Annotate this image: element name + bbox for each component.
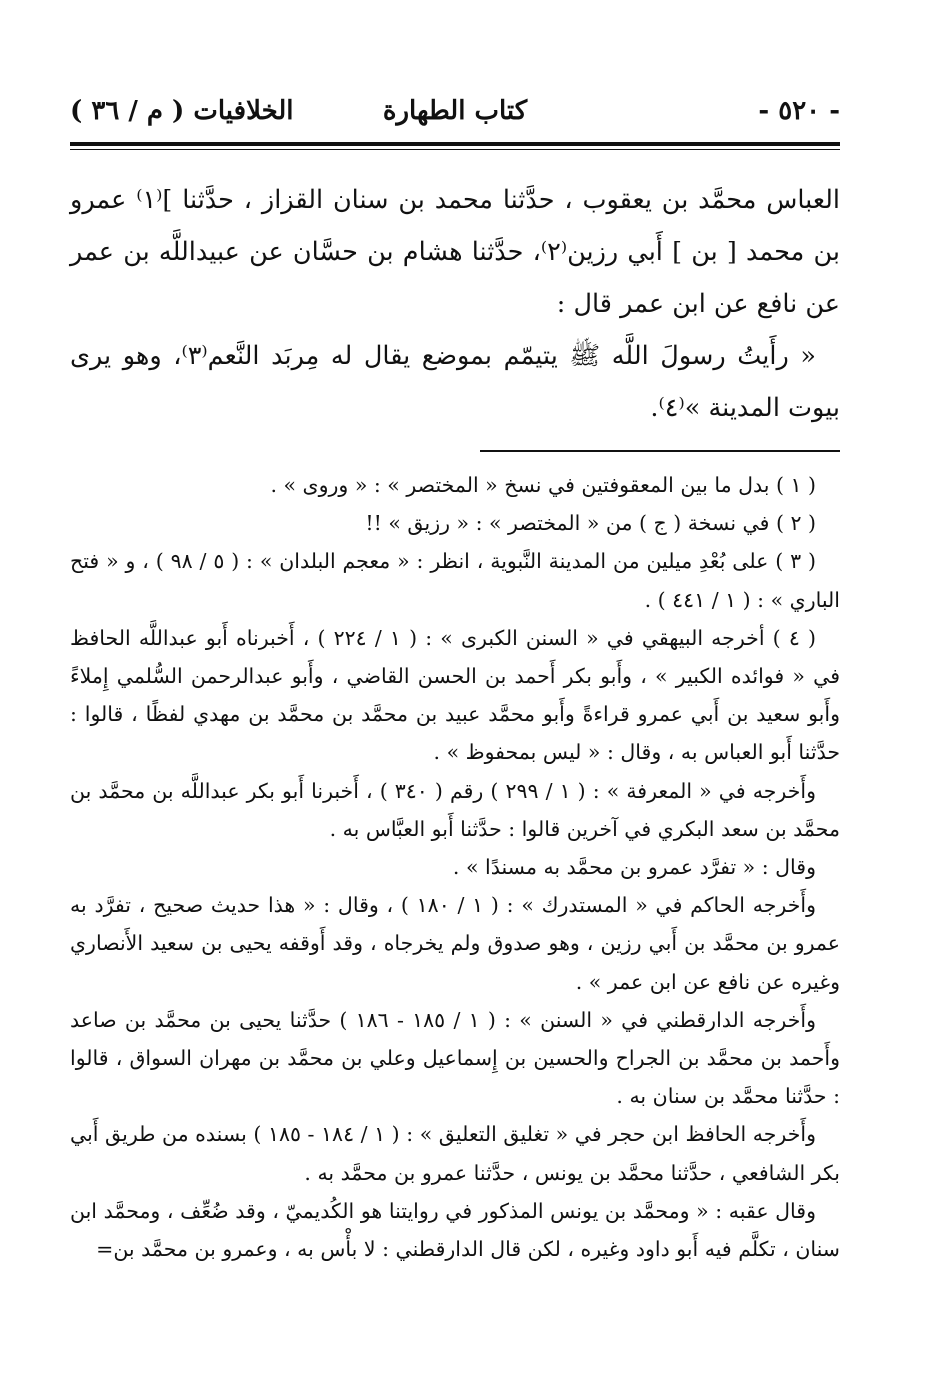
header-rule-thick (70, 142, 840, 146)
footnote: وقال : « تفرَّد عمرو بن محمَّد به مسندًا » . (452, 855, 816, 880)
footnote: ( ١ ) بدل ما بين المعقوفتين في نسخ « المختصر » : « وروى » . (270, 473, 816, 497)
page-number: - ٥٢٠ - (758, 96, 840, 126)
footnote: ( ٣ ) على بُعْدِ ميلين من المدينة النَّبوية ، انظر : « معجم البلدان » : ( ٥ / ٩٨ ) ، و « فتح الباري » : ( ١ / ٤٤١ ) . (70, 549, 840, 612)
footnote: وقال عقبه : « ومحمَّد بن يونس المذكور في روايتنا هو الكُديميّ ، وقد ضُعِّف ، ومحمَّد ابن سنان ، تكلَّم فيه أَبو داود وغيره ، لكن قال الدارقطني : لا بأْس به ، وعمرو بن محمَّد بن= (70, 1198, 840, 1262)
footnote: وأَخرجه الدارقطني في « السنن » : ( ١ / ١٨٥ - ١٨٦ ) حدَّثنا يحيى بن محمَّد بن صاعد وأَحمد بن محمَّد بن الجراح والحسين بن إِسماعيل وعلي بن محمَّد بن مهران السواق ، قالوا : حدَّثنا محمَّد بن سنان به . (70, 1007, 841, 1109)
section-title: الخلافيات ( م / ٣٦ ) (70, 96, 294, 126)
main-text (70, 174, 840, 434)
page-header (70, 88, 840, 140)
footnote: ( ٤ ) أخرجه البيهقي في « السنن الكبرى » : ( ١ / ٢٢٤ ) ، أَخبرناه أَبو عبداللَّه الحافظ في « فوائده الكبير » ، وأَبو بكر أَحمد بن الحسن القاضي ، وأَبو عبدالرحمن السُّلمي إِملاءً وأَبو سعيد بن أَبي عمرو قراءةً وأَبو محمَّد عبيد بن محمَّد بن محمَّد بن مهدي لفظًا ، قالوا : حدَّثنا أَبو العباس به ، وقال : « ليس بمحفوظ » . (70, 625, 840, 765)
footnote: وأَخرجه الحاكم في « المستدرك » : ( ١ / ١٨٠ ) ، وقال : « هذا حديث صحيح ، تفرَّد به عمرو بن محمَّد بن أَبي رزين ، وهو صدوق ولم يخرجاه ، وقد أَوقفه يحيى بن سعيد الأَنصاري وغيره عن نافع عن ابن عمر » . (70, 893, 840, 994)
header-rule-thin (70, 149, 840, 150)
footnote: وأَخرجه في « المعرفة » : ( ١ / ٢٩٩ ) رقم ( ٣٤٠ ) ، أَخبرنا أَبو بكر عبداللَّه بن محمَّد بن محمَّد بن سعد البكري في آخرين قالوا : حدَّثنا أَبو العبَّاس به . (70, 778, 840, 841)
footnote: ( ٢ ) في نسخة ( ج ) من « المختصر » : « رزيق » !! (365, 511, 816, 536)
footnote-divider (480, 450, 840, 452)
book-page (70, 88, 840, 1268)
footnote: وأَخرجه الحافظ ابن حجر في « تغليق التعليق » : ( ١ / ١٨٤ - ١٨٥ ) بسنده من طريق أَبي بكر الشافعي ، حدَّثنا محمَّد بن يونس ، حدَّثنا عمرو بن محمَّد به . (70, 1122, 840, 1185)
book-title: كتاب الطهارة (382, 96, 528, 126)
main-paragraph: العباس محمَّد بن يعقوب ، حدَّثنا محمد بن سنان القزاز ، حدَّثنا ]⁽١⁾ عمرو بن محمد [ بن ] أَبي رزين⁽٢⁾، حدَّثنا هشام بن حسَّان عن عبيداللَّه بن عمر عن نافع عن ابن عمر قال : (70, 185, 840, 319)
footnotes (70, 466, 840, 1268)
main-paragraph: « رأَيتُ رسولَ اللَّه ﷺ يتيمّم بموضع يقال له مِربَد النَّعم⁽٣⁾، وهو يرى بيوت المدينة »⁽٤⁾. (70, 341, 840, 423)
